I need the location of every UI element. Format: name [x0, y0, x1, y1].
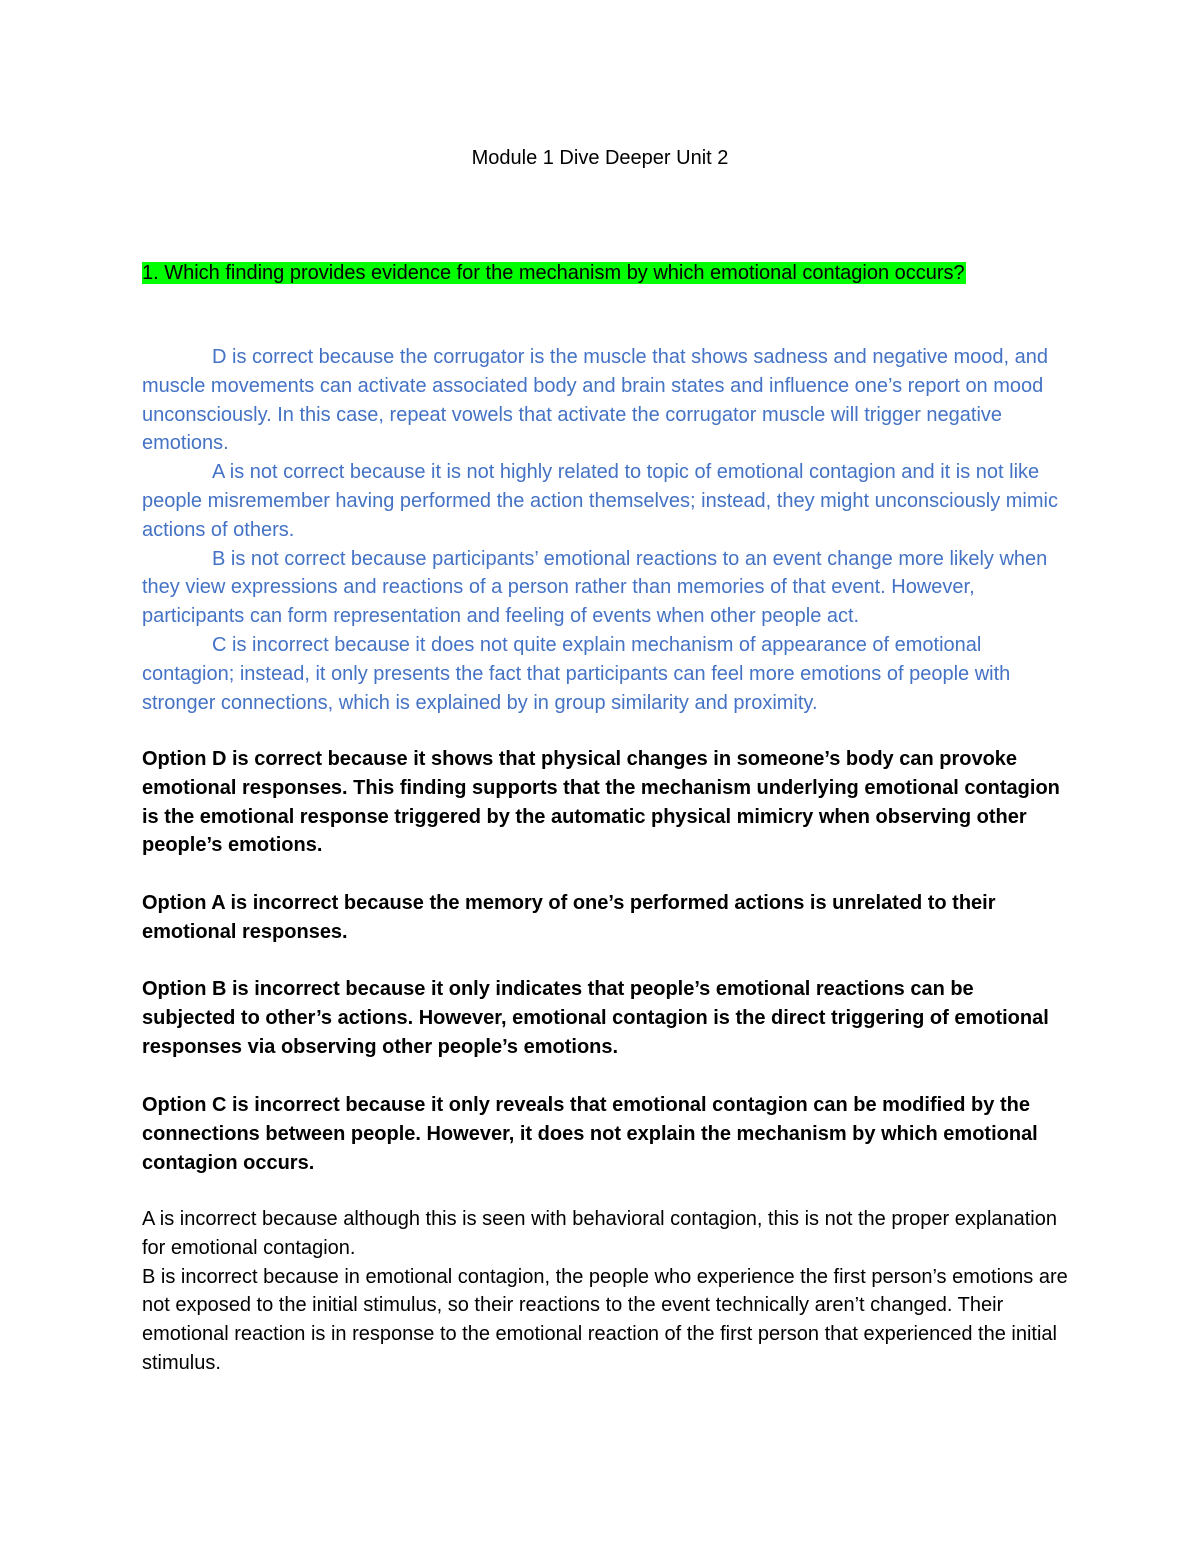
bold-answer-c	[142, 1091, 1072, 1177]
bold-answer-c-text: Option C is incorrect because it only reveals that emotional contagion can be modified by the connections between people. However, it does not explain the mechanism by which emotional contagion occurs.	[142, 1094, 1038, 1174]
document-title: Module 1 Dive Deeper Unit 2	[471, 147, 729, 169]
bold-answer-b-text: Option B is incorrect because it only indicates that people’s emotional reactions can be subjected to other’s actions. However, emotional contagion is the direct triggering of emotional responses via observing other people’s emotions.	[142, 978, 1049, 1058]
question-heading	[142, 259, 966, 287]
plain-answer-b: B is incorrect because in emotional contagion, the people who experience the first person’s emotions are not exposed to the initial stimulus, so their reactions to the event technically aren’t changed. Their emotional reaction is in response to the emotional reaction of the first person that experienced the initial stimulus.	[142, 1265, 1068, 1374]
plain-answer-a: A is incorrect because although this is seen with behavioral contagion, this is not the proper explanation for emotional contagion.	[142, 1208, 1057, 1259]
question-highlight: 1. Which finding provides evidence for the mechanism by which emotional contagion occurs?	[142, 262, 965, 284]
blue-answer-d: D is correct because the corrugator is the muscle that shows sadness and negative mood, and muscle movements can activate associated body and brain states and influence one’s report on mood unconsciously. In this case, repeat vowels that activate the corrugator muscle will trigger negative emotions.	[142, 346, 1049, 455]
bold-answer-b	[142, 975, 1072, 1061]
bold-answer-a-text: Option A is incorrect because the memory of one’s performed actions is unrelated to their emotional responses.	[142, 892, 996, 943]
bold-answer-a	[142, 889, 1072, 947]
blue-answer-c: C is incorrect because it does not quite explain mechanism of appearance of emotional contagion; instead, it only presents the fact that participants can feel more emotions of people with stronger connections, which is explained by in group similarity and proximity.	[142, 633, 1011, 714]
plain-answer-block	[142, 1205, 1072, 1378]
bold-answer-d	[142, 745, 1072, 860]
blue-answer-b: B is not correct because participants’ emotional reactions to an event change more likely when they view expressions and reactions of a person rather than memories of that event. However, participants can form representation and feeling of events when other people act.	[142, 547, 1048, 628]
bold-answer-d-text: Option D is correct because it shows that physical changes in someone’s body can provoke emotional responses. This finding supports that the mechanism underlying emotional contagion is the emotional response triggered by the automatic physical mimicry when observing other people’s emotions.	[142, 748, 1060, 857]
blue-answer-block	[142, 343, 1072, 717]
blue-answer-a: A is not correct because it is not highly related to topic of emotional contagion and it is not like people misremember having performed the action themselves; instead, they might unconsciously mimic actions of others.	[142, 461, 1058, 541]
